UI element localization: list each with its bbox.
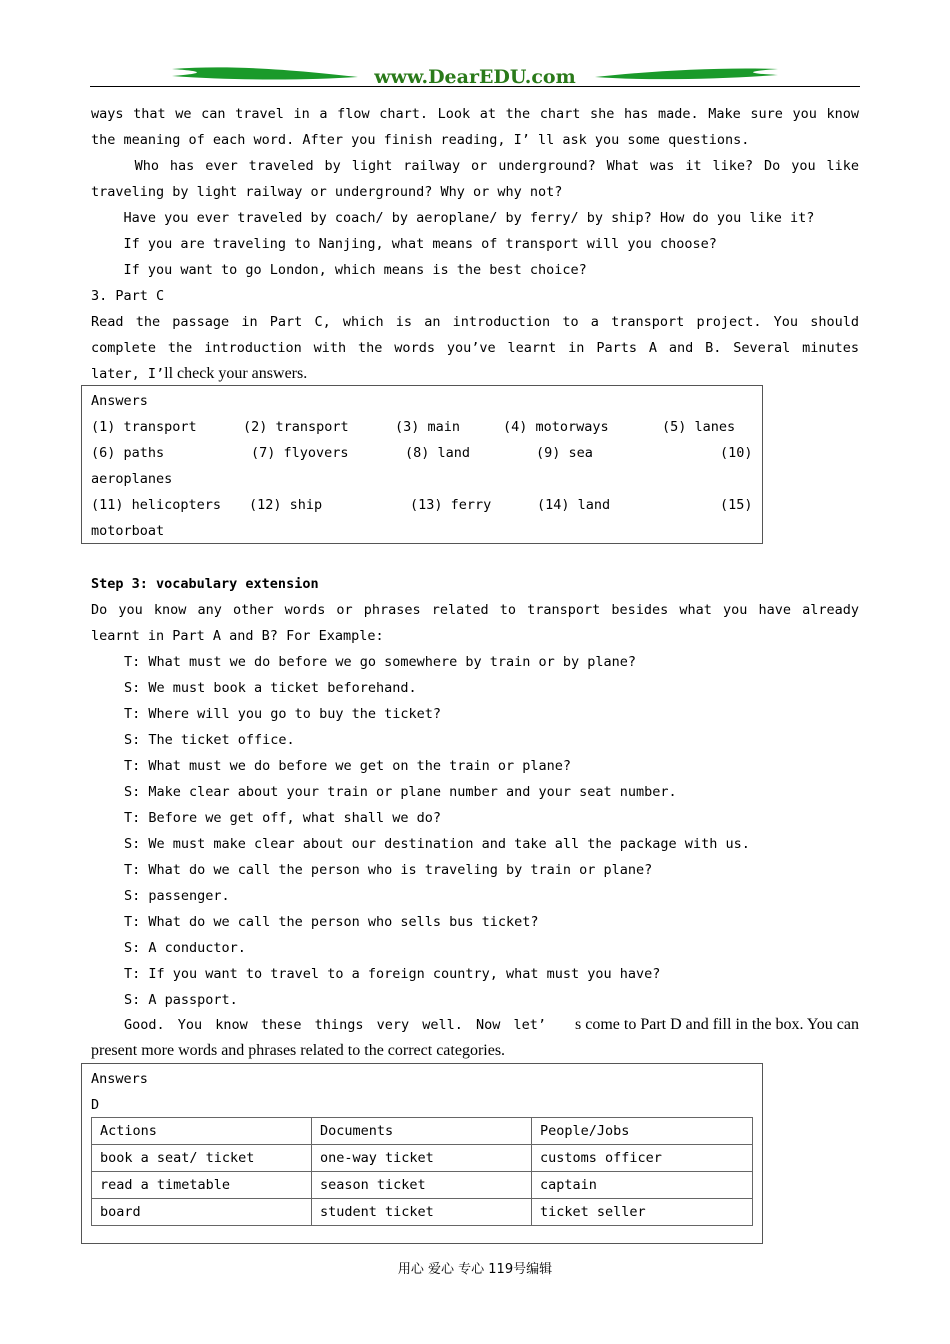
dialogue-line: T: What do we call the person who sells bus ticket? — [124, 914, 539, 930]
answers-d-subtitle: D — [91, 1097, 100, 1113]
header-actions: Actions — [92, 1118, 312, 1145]
table-row — [92, 1199, 753, 1226]
table-cell: board — [92, 1199, 312, 1226]
answer-item: (12) ship — [249, 497, 323, 513]
para1-line1: ways that we can travel in a flow chart. Look at the chart she has made. Make sure you know — [91, 106, 859, 122]
dialogue-line: T: Where will you go to buy the ticket? — [124, 706, 441, 722]
dialogue-line: T: Before we get off, what shall we do? — [124, 810, 441, 826]
answers-d-title: Answers — [91, 1071, 148, 1087]
step3-line2: learnt in Part A and B? For Example: — [91, 628, 384, 644]
dialogue-line: T: What must we do before we go somewhere by train or by plane? — [124, 654, 637, 670]
dialogue-line: T: What must we do before we get on the train or plane? — [124, 758, 572, 774]
header-people-jobs: People/Jobs — [532, 1118, 753, 1145]
para1-line2: the meaning of each word. After you finish reading, I’ ll ask you some questions. — [91, 132, 750, 148]
closing-line2: present more words and phrases related to the correct categories. — [91, 1042, 506, 1059]
header-rule — [90, 86, 860, 87]
dialogue-line: S: The ticket office. — [124, 732, 295, 748]
table-header-row — [92, 1118, 753, 1145]
table-cell: captain — [532, 1172, 753, 1199]
dialogue-line: S: We must make clear about our destination and take all the package with us. — [124, 836, 750, 852]
table-row — [92, 1172, 753, 1199]
answer-item: motorboat — [91, 523, 165, 539]
partC-line2: complete the introduction with the words you’ve learnt in Parts A and B. Several minutes — [91, 340, 859, 356]
partC-heading: 3. Part C — [91, 288, 165, 304]
answer-item: (1) transport — [91, 419, 197, 435]
table-cell: ticket seller — [532, 1199, 753, 1226]
para1-line3: Who has ever traveled by light railway or underground? What was it like? Do you like — [91, 158, 859, 174]
answer-item: (2) transport — [243, 419, 349, 435]
answer-item: (8) land — [405, 445, 471, 461]
logo-swoosh-left — [172, 67, 358, 79]
table-cell: one-way ticket — [312, 1145, 532, 1172]
answer-item: (6) paths — [91, 445, 165, 461]
answer-item: aeroplanes — [91, 471, 173, 487]
answer-item: (9) sea — [536, 445, 593, 461]
answers-c-box — [81, 385, 763, 544]
table-cell: student ticket — [312, 1199, 532, 1226]
answer-item: (14) land — [537, 497, 611, 513]
para1-line5: Have you ever traveled by coach/ by aeroplane/ by ferry/ by ship? How do you like it? — [91, 210, 815, 226]
dialogue-line: T: If you want to travel to a foreign country, what must you have? — [124, 966, 661, 982]
vocabulary-table — [91, 1117, 753, 1226]
dialogue-line: S: A passport. — [124, 992, 238, 1008]
step3-line1: Do you know any other words or phrases related to transport besides what you have already — [91, 602, 859, 618]
answer-item: (5) lanes — [662, 419, 736, 435]
partC-line3: later, I’ll check your answers. — [91, 365, 308, 382]
table-row — [92, 1145, 753, 1172]
para1-line6: If you are traveling to Nanjing, what means of transport will you choose? — [91, 236, 717, 252]
partC-line1: Read the passage in Part C, which is an introduction to a transport project. You should — [91, 314, 859, 330]
closing-line1: Good. You know these things very well. Now let’ s come to Part D and fill in the box. You can — [124, 1016, 859, 1033]
answer-item: (3) main — [395, 419, 461, 435]
answer-item: (11) helicopters — [91, 497, 222, 513]
step3-heading: Step 3: vocabulary extension — [91, 576, 319, 592]
answers-c-title: Answers — [91, 393, 148, 409]
answer-item: (7) flyovers — [251, 445, 349, 461]
para1-line7: If you want to go London, which means is the best choice? — [91, 262, 587, 278]
para1-line4: traveling by light railway or underground? Why or why not? — [91, 184, 563, 200]
table-cell: book a seat/ ticket — [92, 1145, 312, 1172]
table-cell: read a timetable — [92, 1172, 312, 1199]
dialogue-line: S: We must book a ticket beforehand. — [124, 680, 417, 696]
header-documents: Documents — [312, 1118, 532, 1145]
logo-swoosh-right — [595, 68, 778, 79]
site-url-text: www.DearEDU.com — [374, 66, 576, 88]
answer-item: (4) motorways — [503, 419, 609, 435]
answer-item: (15) — [720, 497, 753, 513]
dialogue-line: S: passenger. — [124, 888, 230, 904]
dialogue-line: S: A conductor. — [124, 940, 246, 956]
table-cell: customs officer — [532, 1145, 753, 1172]
page-footer: 用心 爱心 专心 119号编辑 — [397, 1262, 553, 1277]
answer-item: (10) — [720, 445, 753, 461]
answer-item: (13) ferry — [410, 497, 492, 513]
table-cell: season ticket — [312, 1172, 532, 1199]
dialogue-line: S: Make clear about your train or plane number and your seat number. — [124, 784, 677, 800]
dialogue-line: T: What do we call the person who is traveling by train or plane? — [124, 862, 653, 878]
